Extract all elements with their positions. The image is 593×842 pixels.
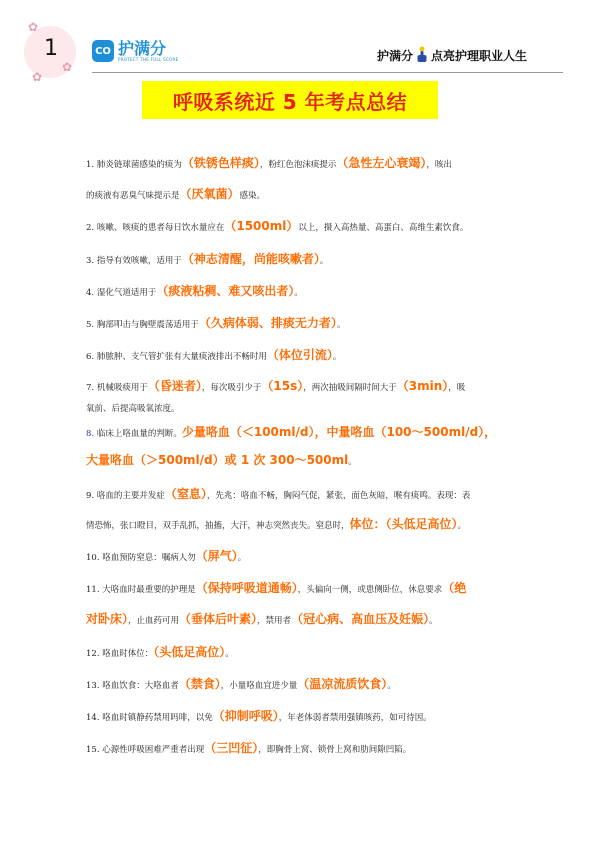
item-text: 。 xyxy=(225,649,234,659)
list-item xyxy=(86,426,526,440)
item-number: 10. xyxy=(86,553,100,563)
item-number: 13. xyxy=(86,681,100,691)
item-text: 。 xyxy=(457,521,467,531)
item-text: ，禁用者 xyxy=(257,616,292,626)
item-text: 。 xyxy=(319,256,329,266)
item-text: 情恐怖，张口瞪目，双手乱抓，抽搐，大汗，神志突然丧失。窒息时， xyxy=(86,521,350,531)
item-highlight: （保持呼吸道通畅） xyxy=(195,581,298,595)
flower-icon: ✿ xyxy=(32,70,43,84)
item-text: 湿化气道适用于 xyxy=(96,288,157,298)
item-number: 14. xyxy=(86,713,100,723)
item-highlight: 体位：（头低足高位） xyxy=(349,517,458,531)
item-text: 氧前、后提高吸氧浓度。 xyxy=(86,404,180,414)
pointing-hand-icon xyxy=(414,46,430,64)
item-highlight: （体位引流） xyxy=(266,348,333,362)
item-highlight: （头低足高位） xyxy=(153,645,226,659)
header-divider xyxy=(92,72,563,73)
logo xyxy=(92,40,178,62)
list-item xyxy=(86,488,526,502)
item-highlight: （铁锈色样痰） xyxy=(181,156,260,170)
item-text: ，两次抽吸间隔时间大于 xyxy=(303,383,397,393)
list-item-continuation xyxy=(86,518,526,532)
item-text: 。 xyxy=(387,681,396,691)
item-text: ，先兆：咯血不畅，胸闷气促，紧张，面色灰暗，喉有痰鸣。表现：表 xyxy=(206,491,471,501)
list-item xyxy=(86,710,526,724)
list-item xyxy=(86,285,303,299)
item-highlight: （抑制呼吸） xyxy=(212,709,279,723)
item-text: 。 xyxy=(294,288,303,298)
item-highlight: （屏气） xyxy=(195,549,238,563)
list-item xyxy=(86,742,526,756)
list-item xyxy=(86,253,328,267)
item-highlight: （急性左心衰竭） xyxy=(336,156,427,170)
item-highlight: （久病体弱、排痰无力者） xyxy=(198,316,337,330)
item-number: 12. xyxy=(86,649,100,659)
item-highlight: （温凉流质饮食） xyxy=(297,677,388,691)
item-text: 指导有效咳嗽，适用于 xyxy=(96,256,182,266)
list-item xyxy=(86,678,396,692)
item-text: 以上，摄入高热量、高蛋白、高维生素饮食。 xyxy=(298,223,469,233)
item-number: 4. xyxy=(86,288,95,298)
item-text: 咯血饮食：大咯血者 xyxy=(102,681,179,691)
item-highlight: （三凹征） xyxy=(204,741,259,755)
item-highlight: 大量咯血（＞500ml/d）或 1 次 300～500ml xyxy=(86,453,349,467)
page-number: 1 xyxy=(44,36,58,61)
item-number: 9. xyxy=(86,491,95,501)
item-highlight: （垂体后叶素） xyxy=(179,612,258,626)
item-text: 大咯血时最重要的护理是 xyxy=(102,585,196,595)
flower-icon: ✿ xyxy=(28,20,39,34)
item-text: ，咳出 xyxy=(426,160,452,170)
item-text: 。 xyxy=(348,457,357,467)
logo-name: 护满分 xyxy=(118,38,167,58)
header-slogan xyxy=(377,46,527,64)
item-text: 的痰液有恶臭气味提示是 xyxy=(86,191,180,201)
item-highlight: （厌氧菌） xyxy=(179,187,240,201)
item-text: 胸部叩击与胸壁震荡适用于 xyxy=(96,320,199,330)
item-number: 15. xyxy=(86,745,100,755)
item-number: 8. xyxy=(86,429,95,439)
item-text: ，年老体弱者禁用强镇咳药，如可待因。 xyxy=(278,713,432,723)
item-text: 肺脓肿、支气管扩张有大量痰液排出不畅时用 xyxy=(96,352,267,362)
item-text: 。 xyxy=(336,320,346,330)
item-highlight: 少量咯血（＜100ml/d），中量咯血（100～500ml/d）， xyxy=(181,425,497,439)
list-item xyxy=(86,550,246,564)
page-title: 呼吸系统近 5 年考点总结 xyxy=(172,89,408,114)
item-text: ，小量咯血宜进少量 xyxy=(220,681,298,691)
item-text: 。 xyxy=(332,352,342,362)
item-text: ，每次吸引少于 xyxy=(201,383,262,393)
item-text: 肺炎链球菌感染的痰为 xyxy=(96,160,182,170)
list-item-continuation xyxy=(86,613,526,627)
list-item xyxy=(86,220,526,234)
item-number: 6. xyxy=(86,352,95,362)
title-highlight xyxy=(142,81,438,119)
list-item xyxy=(86,380,526,394)
logo-subtitle: PROTECT THE FULL SCORE xyxy=(118,56,179,62)
item-text: 临床上咯血量的判断。 xyxy=(96,429,182,439)
slogan-brand: 护满分 xyxy=(376,48,413,63)
item-number: 5. xyxy=(86,320,95,330)
item-text: ，止血药可用 xyxy=(128,616,180,626)
list-item xyxy=(86,349,341,363)
item-highlight: （3min） xyxy=(396,379,449,393)
list-item-continuation xyxy=(86,454,357,468)
item-text: 机械吸痰用于 xyxy=(96,383,148,393)
list-item xyxy=(86,646,234,660)
item-number: 11. xyxy=(86,585,100,595)
item-text: 感染。 xyxy=(239,191,266,201)
item-highlight: 对卧床） xyxy=(86,612,129,626)
list-item-continuation xyxy=(86,188,265,202)
item-number: 7. xyxy=(86,383,95,393)
item-text: ，吸 xyxy=(448,383,466,393)
item-number: 2. xyxy=(86,223,95,233)
list-item-continuation xyxy=(86,403,180,415)
item-text: ，头偏向一侧，或患侧卧位，休息要求 xyxy=(297,585,443,595)
item-highlight: （15s） xyxy=(261,379,304,393)
item-text: 咯血时镇静药禁用吗啡，以免 xyxy=(102,713,213,723)
item-highlight: （绝 xyxy=(442,581,467,595)
list-item xyxy=(86,582,526,596)
item-text: 。 xyxy=(429,616,438,626)
item-text: 咯血时体位： xyxy=(102,649,154,659)
list-item xyxy=(86,317,345,331)
logo-badge-icon: CO xyxy=(92,40,114,62)
flower-icon: ✿ xyxy=(62,60,73,74)
item-text: 咯血的主要并发症 xyxy=(96,491,165,501)
item-highlight: （神志清醒，尚能咳嗽者） xyxy=(181,252,320,266)
item-highlight: （禁食） xyxy=(178,677,221,691)
item-text: 心源性呼吸困难严重者出现 xyxy=(102,745,205,755)
item-number: 3. xyxy=(86,256,95,266)
item-text: 咯血预防窒息：嘱病人勿 xyxy=(102,553,196,563)
item-text: 咳嗽、咳痰的患者每日饮水量应在 xyxy=(96,223,225,233)
item-highlight: （窒息） xyxy=(164,487,207,501)
list-item xyxy=(86,157,526,171)
item-text: 。 xyxy=(237,553,247,563)
item-highlight: （1500ml） xyxy=(224,219,299,233)
item-highlight: （痰液粘稠、难又咳出者） xyxy=(156,284,295,298)
item-text: ，即胸骨上窝、锁骨上窝和肋间隙凹陷。 xyxy=(258,745,412,755)
item-highlight: （冠心病、高血压及妊娠） xyxy=(291,612,430,626)
item-text: ，粉红色泡沫痰提示 xyxy=(259,160,337,170)
item-number: 1. xyxy=(86,160,95,170)
slogan-text: 点亮护理职业人生 xyxy=(430,48,527,63)
item-highlight: （昏迷者） xyxy=(147,379,202,393)
